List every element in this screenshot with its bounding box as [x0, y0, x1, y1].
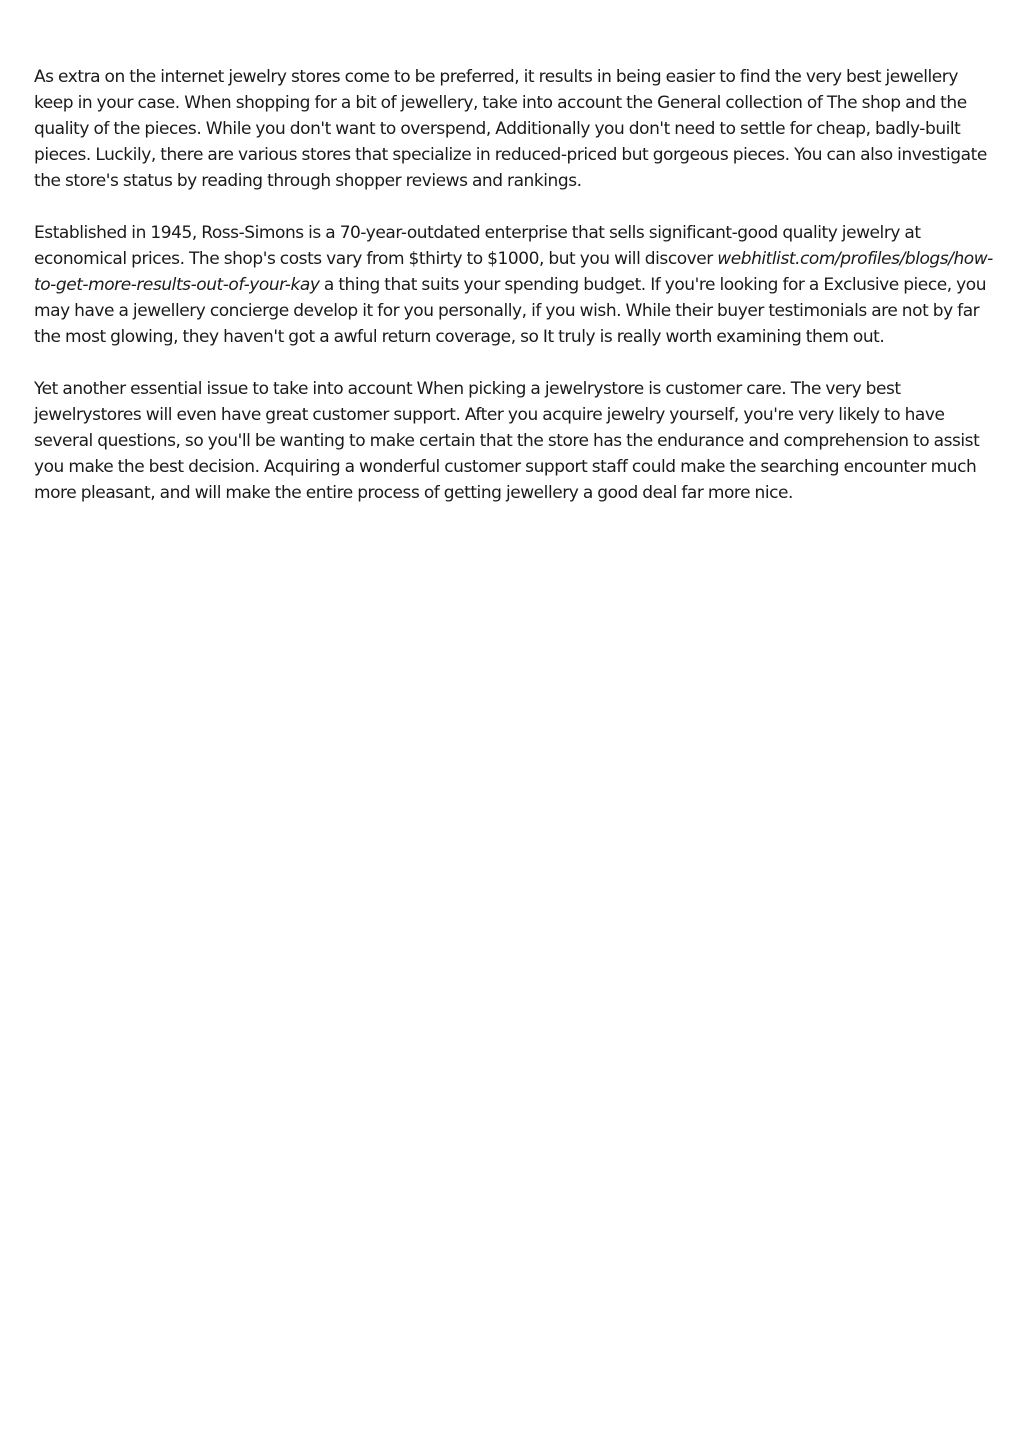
- webhitlist-link[interactable]: webhitlist.com/profiles/blogs/how-to-get-more-results-out-of-your-kay: [34, 249, 993, 295]
- paragraph-ross-simons-text-before: Established in 1945, Ross-Simons is a 70-year-outdated enterprise that sells significant-good quality jewelry at economical prices. The shop's costs vary from $thirty to $1000, but you will discover: [34, 223, 921, 269]
- paragraph-customer-care-text: Yet another essential issue to take into account When picking a jewelrystore is customer care. The very best jewelrystores will even have great customer support. After you acquire jewelry yourself, you're very likely to have several questions, so you'll be wanting to make certain that the store has the endurance and comprehension to assist you make the best decision. Acquiring a wonderful customer support staff could make the searching encounter much more pleasant, and will make the entire process of getting jewellery a good deal far more nice.: [34, 379, 980, 503]
- paragraph-intro-text: As extra on the internet jewelry stores come to be preferred, it results in being easier to find the very best jewellery keep in your case. When shopping for a bit of jewellery, take into account the General collection of The shop and the quality of the pieces. While you don't want to overspend, Additionally you don't need to settle for cheap, badly-built pieces. Luckily, there are various stores that specialize in reduced-priced but gorgeous pieces. You can also investigate the store's status by reading through shopper reviews and rankings.: [34, 67, 987, 191]
- paragraph-ross-simons: [34, 220, 994, 350]
- paragraph-intro: [34, 64, 994, 194]
- paragraph-ross-simons-text-after: a thing that suits your spending budget. If you're looking for a Exclusive piece, you may have a jewellery concierge develop it for you personally, if you wish. While their buyer testimonials are not by far the most glowing, they haven't got a awful return coverage, so It truly is really worth examining them out.: [34, 275, 987, 347]
- paragraph-customer-care: [34, 376, 994, 506]
- document-body: [34, 64, 994, 532]
